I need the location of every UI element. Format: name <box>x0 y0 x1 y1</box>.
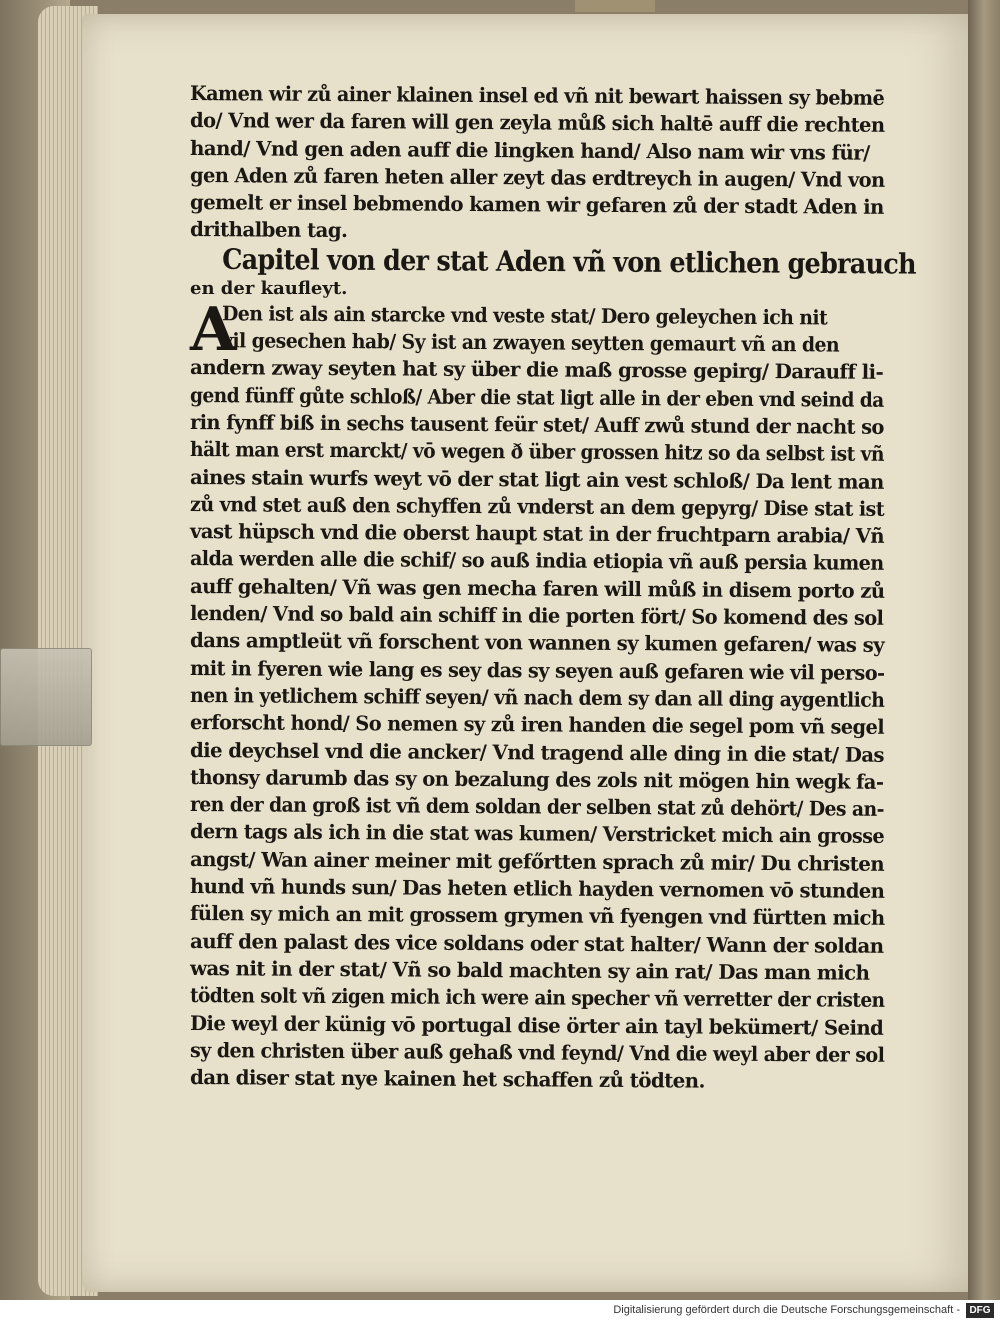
text-line: do/ Vnd wer da faren will gen zeyla můß sich haltē auff die rechten <box>189 108 885 138</box>
text-line: ren der dan groß ist vñ dem soldan der selben stat zů dehört/ Des an- <box>189 792 884 821</box>
text-line: erforscht hond/ So nemen sy zů iren handen die segel pom vñ segel <box>189 710 885 740</box>
text-line: vil gesechen hab/ Sy ist an zwayen seytten gemaurt vñ an den <box>221 328 840 357</box>
footer-bar <box>0 1300 1000 1322</box>
intro-paragraph <box>190 80 890 244</box>
page-marker-tab <box>0 648 92 746</box>
text-line: nen in yetlichem schiff seyen/ vñ nach dem sy dan all ding aygentlich <box>189 682 885 712</box>
text-line: rin fynff biß in sechs tausent feür stet/ Auff zwů stund der nacht so <box>189 409 884 439</box>
chapter-title-continuation: en der kaufleyt. <box>190 277 348 299</box>
text-line: hält man erst marckt/ vō wegen ð über grossen hitz so da selbst ist vñ <box>189 437 885 467</box>
body-paragraph <box>189 294 890 1093</box>
footer-credit: Digitalisierung gefördert durch die Deutsche Forschungsgemeinschaft - <box>613 1304 960 1316</box>
text-block <box>189 80 916 1093</box>
text-line: gemelt er insel bebmendo kamen wir gefaren zů der stadt Aden in <box>189 190 884 220</box>
text-line: tödten solt vñ zigen mich ich were ain specher vñ verretter der cristen <box>189 983 885 1013</box>
text-line: Kamen wir zů ainer klainen insel ed vñ nit bewart haissen sy bebmē <box>189 81 885 110</box>
text-line: angst/ Wan ainer meiner mit gefőrtten sprach zů mir/ Du christen <box>189 846 885 876</box>
text-line: thonsy darumb das sy on bezalung des zols nit mögen hin wegk fa- <box>189 764 884 794</box>
chapter-title: Capitel von der stat Aden vñ von etlichen gebrauch <box>222 242 916 281</box>
text-line: auff gehalten/ Vñ was gen mecha faren will můß in disem porto zů <box>189 573 885 603</box>
text-line: Den ist als ain starcke vnd veste stat/ Dero geleychen ich nit <box>221 301 828 330</box>
top-clip <box>575 0 655 12</box>
text-line: hand/ Vnd gen aden auff die lingken hand/ Also nam wir vns für/ <box>189 135 870 165</box>
text-line: gend fünff gůte schloß/ Aber die stat ligt alle in der eben vnd seind da <box>189 382 884 412</box>
text-line: auff den palast des vice soldans oder stat halter/ Wann der soldan <box>189 928 884 958</box>
drop-cap-initial: A <box>190 294 237 365</box>
text-line: zů vnd stet auß den schyffen zů vnderst an dem gepyrg/ Dise stat ist <box>189 491 885 521</box>
text-line: gen Aden zů faren heten aller zeyt das erdtreych in augen/ Vnd von <box>189 162 885 192</box>
text-line: lenden/ Vnd so bald ain schiff in die porten fört/ So komend des sol <box>189 601 884 630</box>
text-line: dern tags als ich in die stat was kumen/ Verstricket mich ain grosse <box>189 819 885 849</box>
dfg-logo: DFG <box>966 1303 994 1318</box>
text-line: dans amptleüt vñ forschent von wannen sy kumen gefaren/ was sy <box>189 628 885 658</box>
text-line: aines stain wurfs weyt vō der stat ligt ain vest schloß/ Da lent man <box>189 464 884 494</box>
text-line: dan diser stat nye kainen het schaffen zů tödten. <box>189 1065 705 1093</box>
text-line: alda werden alle die schif/ so auß india etiopia vñ auß persia kumen <box>189 546 884 576</box>
text-line: mit in fyeren wie lang es sey das sy seyen auß gefaren wie vil perso- <box>189 655 885 685</box>
binding-gutter <box>968 0 1000 1300</box>
text-line: vast hüpsch vnd die oberst haupt stat in der fruchtparn arabia/ Vñ <box>189 519 885 549</box>
text-line: was nit in der stat/ Vñ so bald machten sy ain rat/ Das man mich <box>189 955 870 985</box>
text-line: sy den christen über auß gehaß vnd feynd/ Vnd die weyl aber der sol <box>189 1037 885 1067</box>
text-line: fülen sy mich an mit grossem grymen vñ fyengen vnd fürtten mich <box>189 901 885 931</box>
text-line: Die weyl der künig vō portugal dise örter ain tayl bekümert/ Seind <box>189 1010 884 1040</box>
text-line: drithalben tag. <box>189 217 348 243</box>
text-line: andern zway seyten hat sy über die maß grosse gepirg/ Darauff li- <box>189 355 884 385</box>
text-line: die deychsel vnd die ancker/ Vnd tragend alle ding in die stat/ Das <box>189 737 885 767</box>
text-line: hund vñ hunds sun/ Das heten etlich hayden vernomen vō stunden <box>189 874 885 903</box>
